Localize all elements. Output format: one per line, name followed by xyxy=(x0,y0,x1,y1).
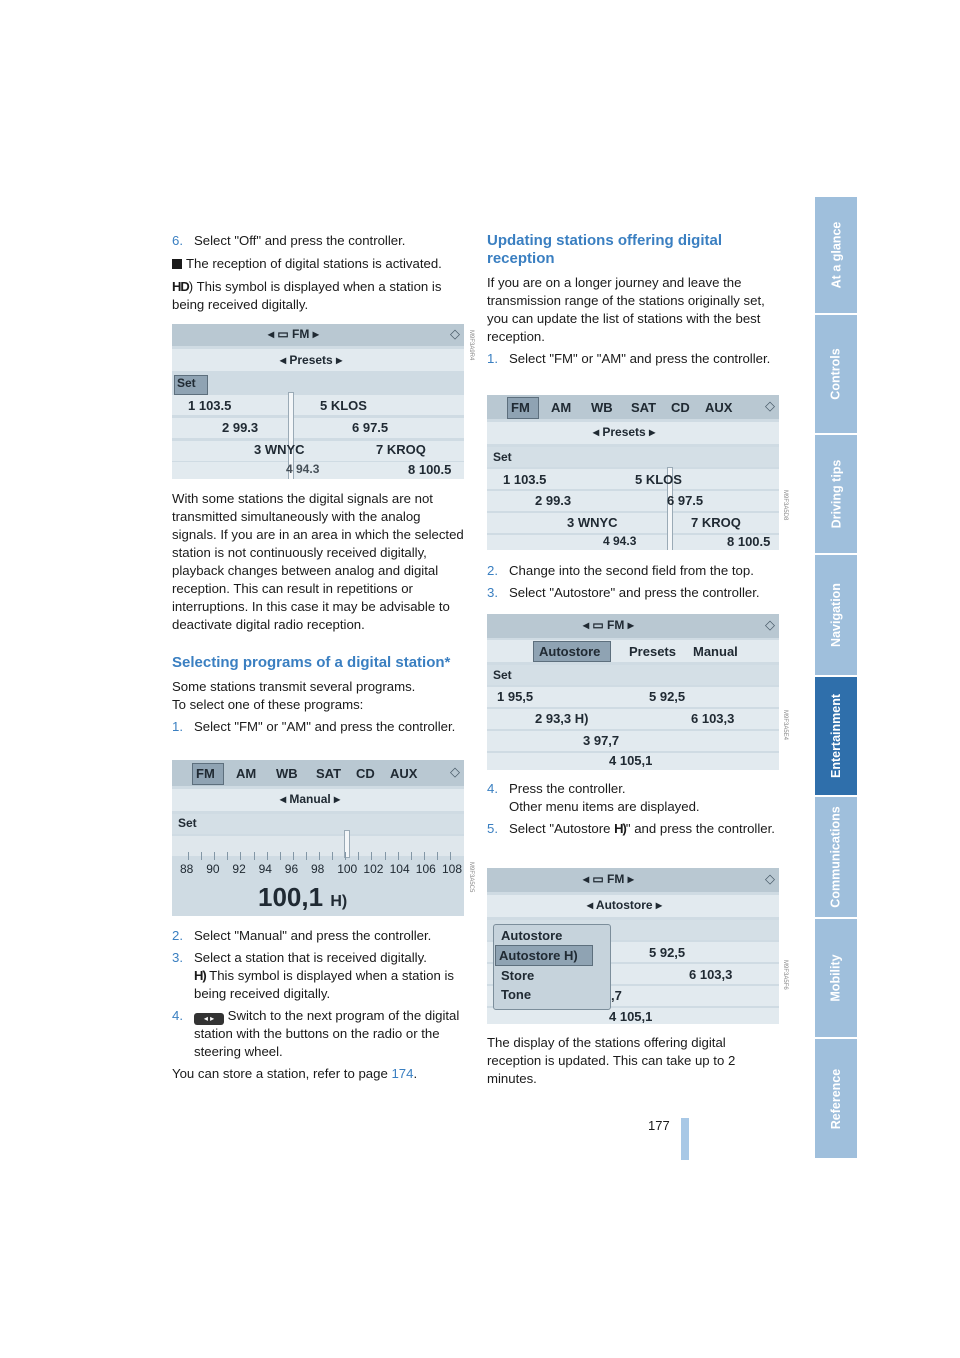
store-reference xyxy=(172,1065,467,1083)
step-subtext: Other menu items are displayed. xyxy=(509,799,700,814)
preset-3: 3 WNYC xyxy=(567,515,618,530)
band-fm: FM xyxy=(196,766,215,781)
tab-manual: Manual xyxy=(693,644,738,659)
step-number: 3. xyxy=(487,585,498,600)
intro-paragraph: If you are on a longer journey and leave the transmission range of the stations originally set, you can update the list of stations with the best reception. xyxy=(487,275,765,344)
left-step-3 xyxy=(172,949,467,1003)
activated-note xyxy=(172,255,467,273)
preset-2: 2 93,3 H) xyxy=(535,711,589,726)
preset-1: 1 95,5 xyxy=(497,689,534,704)
tab-at-a-glance[interactable]: At a glance xyxy=(815,197,857,315)
hd-radio-icon: H) xyxy=(614,821,626,836)
right-steps-b xyxy=(487,780,782,838)
scale-tick xyxy=(358,852,359,860)
scale-label: 100 xyxy=(337,862,358,876)
hd-radio-icon: H) xyxy=(574,711,589,726)
options-icon: ◇ xyxy=(765,871,775,886)
scale-label: 106 xyxy=(415,862,436,876)
preset-7: 7 KROQ xyxy=(376,442,426,457)
scale-label: 104 xyxy=(389,862,410,876)
menu-item-autostore-hd: Autostore H) xyxy=(499,948,578,963)
menu-label: ◂ Autostore ▸ xyxy=(587,898,662,912)
image-code: M9F3A5F6 xyxy=(782,960,788,990)
step-number: 3. xyxy=(172,950,183,965)
step-text: Select "FM" or "AM" and press the controller. xyxy=(194,719,456,734)
tab-navigation[interactable]: Navigation xyxy=(815,555,857,677)
preset-8: 8 100.5 xyxy=(727,534,771,549)
band-tab: ◂ ▭ FM ▸ xyxy=(268,327,319,341)
scale-label: 94 xyxy=(258,862,272,876)
preset-6: 6 97.5 xyxy=(352,420,389,435)
preset-4: 4 94.3 xyxy=(286,462,320,476)
step-text: Change into the second field from the top. xyxy=(509,563,754,578)
scale-tick xyxy=(371,852,372,860)
scale-tick xyxy=(319,852,320,860)
band-cd: CD xyxy=(356,766,375,781)
image-code: M9F3A5D8 xyxy=(782,490,788,521)
menu-label: ◂ Presets ▸ xyxy=(593,425,656,439)
page-number: 177 xyxy=(648,1118,670,1133)
section-heading: Updating stations offering digital reception xyxy=(487,232,722,267)
hd-radio-icon: H) xyxy=(330,893,348,910)
tab-driving-tips[interactable]: Driving tips xyxy=(815,435,857,555)
options-icon: ◇ xyxy=(450,326,460,341)
image-code: M9F3A9R4 xyxy=(468,330,474,361)
right-step-2 xyxy=(487,562,782,580)
step-number: 1. xyxy=(172,719,183,734)
step-text-b: " and press the controller. xyxy=(625,821,775,836)
page-marker xyxy=(681,1118,689,1160)
band-am: AM xyxy=(551,400,572,415)
page-link[interactable]: 174 xyxy=(391,1066,414,1081)
scale-tick xyxy=(398,852,399,860)
preset-8: 8 100.5 xyxy=(408,462,452,477)
right-step-1 xyxy=(487,350,782,368)
step-subtext: This symbol is displayed when a station is being received digitally. xyxy=(194,968,454,1001)
scale-label: 92 xyxy=(232,862,246,876)
options-icon: ◇ xyxy=(765,617,775,632)
symbol-note: HD) This symbol is displayed when a station is being received digitally. xyxy=(172,279,442,312)
band-wb: WB xyxy=(276,766,298,781)
tab-reference[interactable]: Reference xyxy=(815,1039,857,1160)
screen-manual xyxy=(172,760,464,916)
step-number: 5. xyxy=(487,821,498,836)
scale-tick xyxy=(201,852,202,860)
right-steps-a xyxy=(487,562,782,602)
scale-tick xyxy=(424,852,425,860)
preset-6: 6 97.5 xyxy=(667,493,704,508)
set-label: Set xyxy=(493,668,512,682)
side-tabs xyxy=(815,197,857,1160)
step-number: 1. xyxy=(487,351,498,366)
band-aux: AUX xyxy=(705,400,733,415)
scale-tick xyxy=(345,852,346,860)
band-wb: WB xyxy=(591,400,613,415)
scale-tick xyxy=(280,852,281,860)
image-code: M9F3A5E4 xyxy=(782,710,788,741)
screen-autostore xyxy=(487,614,779,770)
tab-entertainment[interactable]: Entertainment xyxy=(815,677,857,797)
hd-radio-icon: H) xyxy=(564,948,578,963)
tab-communications[interactable]: Communications xyxy=(815,797,857,919)
step-number: 4. xyxy=(487,781,498,796)
right-step-4 xyxy=(487,780,782,816)
step-text: Select "Manual" and press the controller. xyxy=(194,928,432,943)
activated-text: The reception of digital stations is activated. xyxy=(186,256,442,271)
preset-2: 2 99.3 xyxy=(535,493,572,508)
symbol-note-text: This symbol is displayed when a station is being received digitally. xyxy=(172,279,442,312)
screen-autostore-menu xyxy=(487,868,779,1024)
set-label: Set xyxy=(177,376,196,390)
digital-signal-paragraph: With some stations the digital signals are not transmitted simultaneously with the analog signals. If you are in an area in which the selected station is not continuously received digitally, playback changes between analog and digital reception. This can result in repetitions or interruptions. In this case it may be advisable to deactivate digital radio reception. xyxy=(172,491,464,632)
preset-5: 5 92,5 xyxy=(649,689,686,704)
left-step-1 xyxy=(172,718,467,736)
step-number: 6. xyxy=(172,233,183,248)
scale-tick xyxy=(437,852,438,860)
tab-controls[interactable]: Controls xyxy=(815,315,857,435)
scale-tick xyxy=(293,852,294,860)
band-sat: SAT xyxy=(631,400,657,415)
seek-buttons-icon: ◂ ▸ xyxy=(194,1013,224,1025)
scale-tick xyxy=(267,852,268,860)
screen-presets-1 xyxy=(172,324,464,479)
step-text: Press the controller. xyxy=(509,781,626,796)
band-cd: CD xyxy=(671,400,690,415)
intro-line-2: To select one of these programs: xyxy=(172,697,364,712)
scale-tick xyxy=(214,852,215,860)
left-column xyxy=(172,232,467,314)
scale-tick xyxy=(227,852,228,860)
preset-1: 1 103.5 xyxy=(503,472,547,487)
step-text: Select "Off" and press the controller. xyxy=(194,233,406,248)
menu-item-store: Store xyxy=(501,968,535,983)
preset-4: 4 94.3 xyxy=(603,534,637,548)
band-tab: ◂ ▭ FM ▸ xyxy=(583,872,634,886)
scale-tick xyxy=(385,852,386,860)
current-frequency xyxy=(258,882,347,913)
preset-7-partial: ,7 xyxy=(611,988,622,1003)
left-column-text xyxy=(172,490,467,736)
menu-item-tone: Tone xyxy=(501,987,532,1002)
set-label: Set xyxy=(178,816,197,830)
preset-5: 5 KLOS xyxy=(635,472,682,487)
scale-label: 102 xyxy=(363,862,384,876)
outro-paragraph: The display of the stations offering digital reception is updated. This can take up to 2 minutes. xyxy=(487,1035,736,1086)
menu-item-autostore: Autostore xyxy=(501,928,563,943)
step-number: 2. xyxy=(172,928,183,943)
step-6 xyxy=(172,232,467,250)
preset-5: 5 KLOS xyxy=(320,398,367,413)
preset-5: 5 92,5 xyxy=(649,945,686,960)
left-step-2 xyxy=(172,927,467,945)
band-am: AM xyxy=(236,766,257,781)
right-column xyxy=(487,232,782,368)
screen-presets-2 xyxy=(487,395,779,550)
options-icon: ◇ xyxy=(450,764,460,779)
preset-4: 4 105,1 xyxy=(609,1009,653,1024)
scale-label: 98 xyxy=(311,862,325,876)
right-step-5 xyxy=(487,820,782,838)
menu-label: ◂ Presets ▸ xyxy=(280,353,343,367)
scale-tick xyxy=(254,852,255,860)
left-step-4 xyxy=(172,1007,467,1061)
band-aux: AUX xyxy=(390,766,418,781)
left-steps xyxy=(172,927,467,1083)
preset-7: 7 KROQ xyxy=(691,515,741,530)
step-text: Select "FM" or "AM" and press the controller. xyxy=(509,351,771,366)
end-mark-icon xyxy=(172,259,182,269)
section-heading: Selecting programs of a digital station* xyxy=(172,654,451,671)
scale-label: 108 xyxy=(442,862,463,876)
hd-radio-icon: HD xyxy=(172,279,189,294)
band-sat: SAT xyxy=(316,766,342,781)
scale-tick xyxy=(450,852,451,860)
step-number: 2. xyxy=(487,563,498,578)
step-text: Switch to the next program of the digital station with the buttons on the radio or the steering wheel. xyxy=(194,1008,460,1059)
preset-2: 2 99.3 xyxy=(222,420,259,435)
set-label: Set xyxy=(493,450,512,464)
intro-line-1: Some stations transmit several programs. xyxy=(172,679,416,694)
store-end: . xyxy=(413,1066,418,1081)
preset-1: 1 103.5 xyxy=(188,398,232,413)
right-outro xyxy=(487,1034,782,1088)
tab-mobility[interactable]: Mobility xyxy=(815,919,857,1039)
scale-label: 96 xyxy=(284,862,299,876)
menu-label: ◂ Manual ▸ xyxy=(280,792,341,806)
store-text: You can store a station, refer to page xyxy=(172,1066,388,1081)
image-code: M9F3A5C5 xyxy=(468,862,474,893)
scale-label: 90 xyxy=(206,862,220,876)
right-step-3 xyxy=(487,584,782,602)
hd-radio-icon: H) xyxy=(194,968,206,983)
step-text: Select a station that is received digitally. xyxy=(194,950,427,965)
step-number: 4. xyxy=(172,1008,183,1023)
preset-3: 3 97,7 xyxy=(583,733,620,748)
options-icon: ◇ xyxy=(765,398,775,413)
frequency-value: 100,1 xyxy=(258,882,324,912)
scale-tick xyxy=(411,852,412,860)
preset-3: 3 WNYC xyxy=(254,442,305,457)
scale-tick xyxy=(332,852,333,860)
tab-autostore: Autostore xyxy=(539,644,601,659)
scale-tick xyxy=(240,852,241,860)
step-text-a: Select "Autostore xyxy=(509,821,611,836)
band-tab: ◂ ▭ FM ▸ xyxy=(583,618,634,632)
preset-4: 4 105,1 xyxy=(609,753,653,768)
tab-presets: Presets xyxy=(629,644,676,659)
preset-6: 6 103,3 xyxy=(691,711,735,726)
scale-tick xyxy=(188,852,189,860)
step-text: Select "Autostore" and press the controller. xyxy=(509,585,760,600)
scale-label: 88 xyxy=(180,862,194,876)
preset-6: 6 103,3 xyxy=(689,967,733,982)
scale-tick xyxy=(306,852,307,860)
band-fm: FM xyxy=(511,400,530,415)
